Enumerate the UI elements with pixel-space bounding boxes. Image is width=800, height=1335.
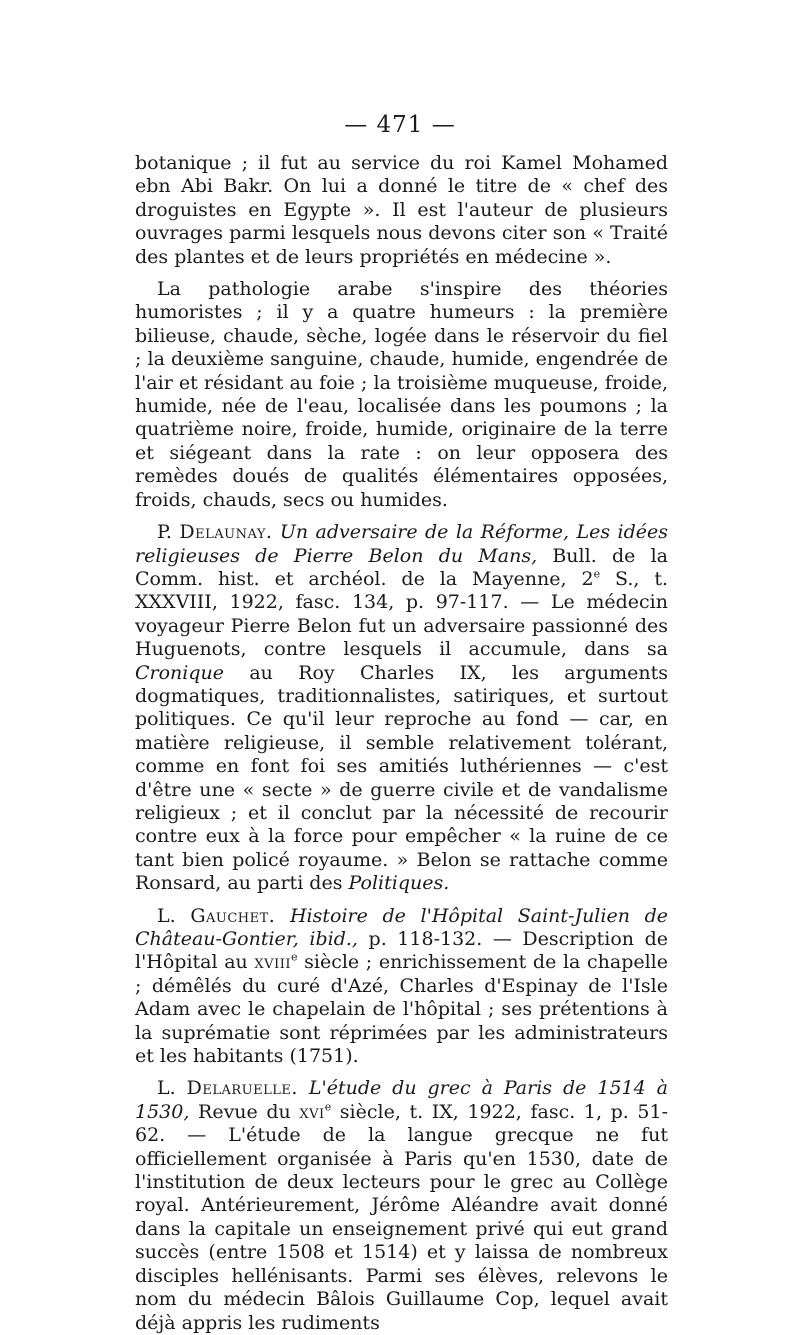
paragraph-continuation: botanique ; il fut au service du roi Kamel Mohamed ebn Abi Bakr. On lui a donné le titre de « chef des droguistes en Egypte ». Il est l'auteur de plusieurs ouvrages parmi lesquels nous devons citer son « Traité des plantes et de leurs propriétés en médecine ». bbox=[135, 152, 668, 268]
superscript: e bbox=[593, 567, 601, 581]
bibliography-entry-delaruelle bbox=[135, 1077, 668, 1334]
page-number: — 471 — bbox=[344, 112, 456, 138]
entry-text: Revue du bbox=[198, 1100, 300, 1123]
century-numeral: xvi bbox=[299, 1100, 325, 1123]
century-numeral: xviii bbox=[254, 951, 291, 974]
work-title: Un adversaire de la Réforme, Les idées religieuses de Pierre Belon du Mans, bbox=[135, 521, 668, 567]
entry-text: S., t. XXXVIII, 1922, fasc. 134, p. 97-117. — Le médecin voyageur Pierre Belon fut un adversaire passionné des Huguenots, contre lesquels il accumule, dans sa bbox=[135, 567, 668, 661]
italic-term: Politiques. bbox=[348, 872, 450, 895]
italic-term: Cronique bbox=[135, 661, 225, 684]
entry-text: p. 118-132. — Description de l'Hôpital au bbox=[135, 928, 668, 974]
author-name: Delaunay. bbox=[179, 521, 273, 544]
superscript: e bbox=[324, 1100, 332, 1114]
work-title: Histoire de l'Hôpital Saint-Julien de Château-Gontier, ibid., bbox=[135, 904, 668, 950]
entry-text: siècle, t. IX, 1922, fasc. 1, p. 51-62. — L'étude de la langue grecque ne fut officiellement organisée à Paris qu'en 1530, date de l'institution de deux lecteurs pour le grec au Collège royal. Antérieurement, Jérôme Aléandre avait donné dans la capitale un enseignement privé qui eut grand succès (entre 1508 et 1514) et y laissa de nombreux disciples hellénisants. Parmi ses élèves, relevons le nom du médecin Bâlois Guillaume Cop, lequel avait déjà appris les rudiments bbox=[135, 1100, 668, 1334]
bibliography-entry-gauchet bbox=[135, 905, 668, 1069]
paragraph-pathology: La pathologie arabe s'inspire des théories humoristes ; il y a quatre humeurs : la première bilieuse, chaude, sèche, logée dans le réservoir du fiel ; la deuxième sanguine, chaude, humide, engendrée de l'air et résidant au foie ; la troisième muqueuse, froide, humide, née de l'eau, localisée dans les poumons ; la quatrième noire, froide, humide, originaire de la terre et siégeant dans la rate : on leur opposera des remèdes doués de qualités élémentaires opposées, froids, chauds, secs ou humides. bbox=[135, 278, 668, 511]
entry-text: au Roy Charles IX, les arguments dogmatiques, traditionnalistes, satiriques, et surtout politiques. Ce qu'il leur reproche au fond — car, en matière religieuse, il semble relativement tolérant, comme en font foi ses amitiés luthériennes — c'est d'être une « secte » de guerre civile et de vandalisme religieux ; et il conclut par la nécessité de recourir contre eux à la force pour empêcher « la ruine de ce tant bien policé royaume. » Belon se rattache comme Ronsard, au parti des bbox=[135, 661, 668, 895]
author-initial: L. bbox=[157, 904, 176, 927]
author-name: Gauchet. bbox=[190, 904, 276, 927]
entry-text: Bull. de la Comm. hist. et archéol. de la Mayenne, 2 bbox=[135, 544, 668, 590]
entry-text: siècle ; enrichissement de la chapelle ; démêlés du curé d'Azé, Charles d'Espinay de l'Isle Adam avec le chapelain de l'hôpital ; ses prétentions à la suprématie sont réprimées par les administrateurs et les habitants (1751). bbox=[135, 951, 669, 1068]
author-initial: L. bbox=[157, 1077, 176, 1100]
body-text bbox=[135, 152, 668, 1335]
author-initial: P. bbox=[157, 521, 172, 544]
author-name: Delaruelle. bbox=[186, 1077, 298, 1100]
work-title: L'étude du grec à Paris de 1514 à 1530, bbox=[135, 1077, 668, 1123]
superscript: e bbox=[290, 951, 298, 965]
bibliography-entry-delaunay bbox=[135, 521, 668, 896]
